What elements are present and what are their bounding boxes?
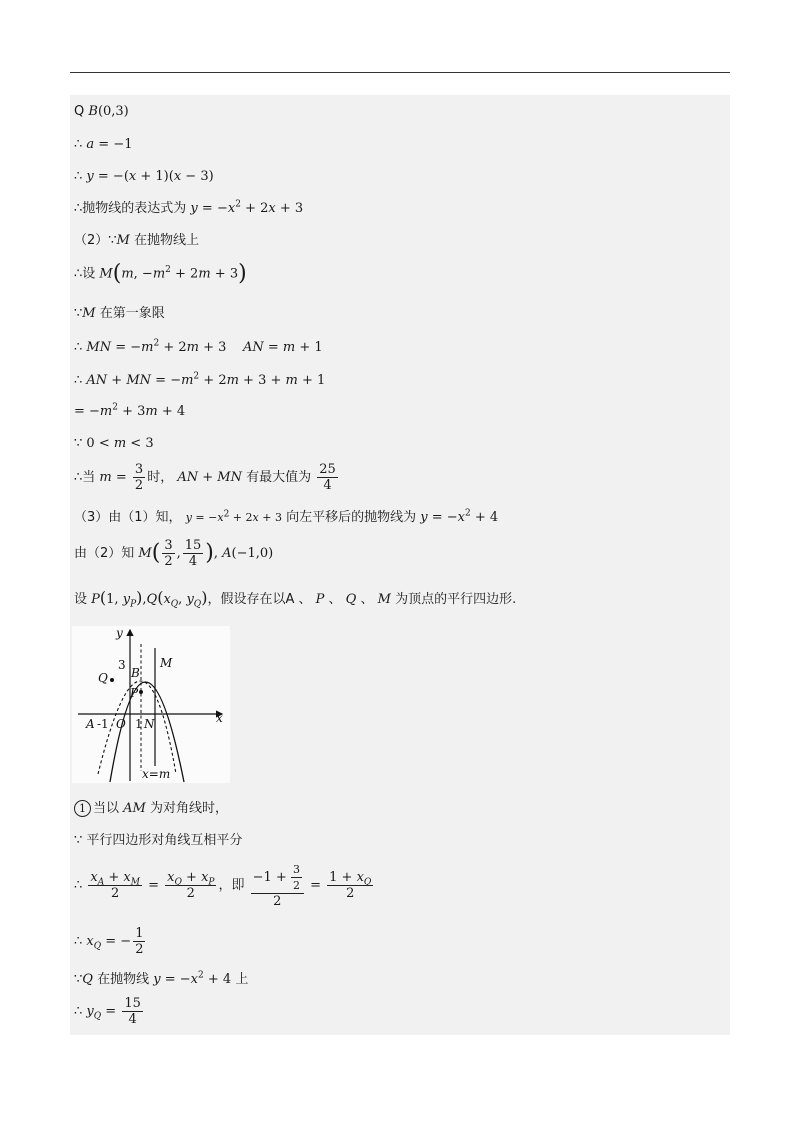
tick-label-1: 1 [135,717,143,731]
line-2: ∴ a = −1 [74,137,133,152]
label-a: A [86,717,95,731]
line-16: 1 当以 AM 为对角线时， [74,800,228,817]
line-11: ∵ 0 < m < 3 [74,436,154,451]
line-6: ∴设 M(m, $-m^2 + 2m + 3$) [74,261,247,286]
line-4: ∴抛物线的表达式为 $y = -x^2 + 2x + 3$ [74,199,304,216]
line-15: 设 P(1, $y_P),Q(x_Q$, $y_Q$)，假设存在以A 、 P 、 Q 、 M 为顶点的平行四边形. [74,588,517,610]
point-q [110,678,114,682]
line-18: ∴ $\frac{x_A + x_M}{2}$ = $\frac{x_Q + x_P}{2}$ ，即 −1 + $\frac{3}{2}$ 2 = $\frac{1 + x_Q}{2}$ [74,863,372,909]
line-7: ∵M 在第一象限 [74,306,165,321]
line-8: ∴ MN = $-m^2 + 2m + 3$ AN = m + 1 [74,338,323,355]
tick-label-neg1: -1 [97,717,109,731]
point-p [139,690,143,694]
line-12: ∴当 m = $\frac{3}{2}$ 时， AN + MN 有最大值为 $\frac{25}{4}$ [74,462,336,493]
line-14: 由（2）知 M( $\frac{3}{2}$ , $\frac{15}{4}$ ), A(−1,0) [74,538,274,569]
line-19: ∴ $x_Q$ = − $\frac{1}{2}$ [74,926,144,957]
parabola-figure [72,626,230,783]
line-21: ∴ $y_Q$ = $\frac{15}{4}$ [74,996,141,1027]
line-5: （2）∵M 在抛物线上 [74,233,200,248]
line-20: ∵Q 在抛物线 $y = -x^2 + 4$ 上 [74,970,249,987]
line-10: = $-m^2 + 3m + 4$ [74,402,186,419]
line-3: ∴ y = −(x + 1)(x − 3) [74,169,214,184]
label-x-equals-m: x=m [142,767,171,781]
label-o: O [116,717,126,731]
line-17: ∵ 平行四边形对角线互相平分 [74,833,243,848]
line-9: ∴ AN + MN = $-m^2 + 2m + 3 + m + 1$ [74,371,326,388]
parabola-graph [72,626,230,783]
label-n: N [144,717,155,731]
header-rule [70,72,730,73]
tick-label-3: 3 [118,658,126,672]
label-q: Q [98,671,108,685]
label-b: B [131,666,140,680]
label-p: P [130,686,139,700]
label-m: M [160,656,173,670]
x-axis-label: x [216,711,223,725]
line-1: Q B(0,3) [74,104,129,119]
y-axis-label: y [116,626,123,640]
line-13: （3）由（1）知， $y = -x^2 + 2x + 3$ 向左平移后的抛物线为 $y = -x^2 + 4$ [74,508,499,525]
